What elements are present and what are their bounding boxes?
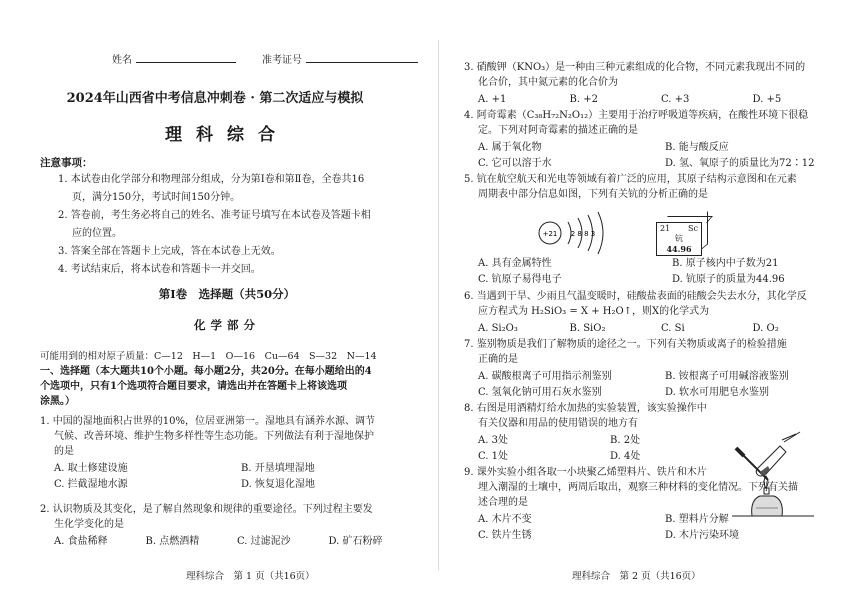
option-a: A. 属于氧化物: [478, 142, 542, 153]
element-symbol: Sc: [688, 224, 698, 233]
question-1: 1. 中国的湿地面积占世界的10%，位居亚洲第一。湿地具有涵养水源、调节 气候、改善环境、维护生物多样性等生态功能。下列做法有利于湿地保护 的是 A. 取土修建设施 B. 开垦填埋湿地 C. 拦截湿地水源 D. 恢复退化湿地: [40, 414, 420, 492]
option-b: B. 点燃酒精: [145, 536, 200, 547]
option-c: C. 过滤泥沙: [237, 536, 291, 547]
question-3: 3. 硝酸钾（KNO₃）是一种由三种元素组成的化合物，不同元素我现出不同的 化合价，其中氮元素的化合价为 A. +1 B. +2 C. +3 D. +5: [464, 60, 844, 108]
question-9: 9. 课外实验小组各取一小块聚乙烯塑料片、铁片和木片 埋入潮湿的土壤中，两周后取出，观察三种材料的变化情况。下列有关描 述合理的是 A. 木片不变 B. 塑料片分解 C. 铁片生锈 D. 木片污染环境: [464, 465, 844, 543]
option-c: C. 氢氧化钠可用石灰水鉴别: [478, 386, 602, 398]
question-6: 6. 当遇到干旱、少雨且气温变暖时，硅酸盐表面的硅酸会失去水分，其化学反 应方程式为 H₂SiO₃ = X + H₂O↑，则X的化学式为 A. Si₂O₃ B. SiO₂ C. Si D. O₂: [464, 289, 844, 337]
question-8: 8. 右图是用酒精灯给水加热的实验装置，该实验操作中 有关仪器和用品的使用错误的地方有 A. 3处 B. 2处 C. 1处 D. 4处: [464, 401, 734, 464]
option-c: C. +3: [661, 94, 690, 105]
question-2: 2. 认识物质及其变化，是了解自然现象和规律的重要途径。下列过程主要发 生化学变化的是 A. 食盐稀释 B. 点燃酒精 C. 过滤泥沙 D. 矿石粉碎: [40, 502, 420, 550]
option-d: D. 软水可用肥皂水鉴别: [665, 386, 770, 398]
option-b: B. 原子核内中子数为21: [672, 258, 779, 269]
option-a: A. +1: [478, 94, 507, 105]
name-label: 姓名: [112, 55, 132, 66]
question-4: 4. 阿奇霉素（C₃₈H₇₂N₂O₁₂）主要用于治疗呼吸道等疾病，在酸性环境下很稳 定。下列对阿奇霉素的描述正确的是 A. 属于氧化物 B. 能与酸反应 C. 它可以溶于水 D. 氢、氧原子的质量比为72∶12: [464, 108, 844, 171]
option-b: B. 铵根离子可用碱溶液鉴别: [665, 371, 789, 382]
option-b: B. 塑料片分解: [665, 514, 729, 525]
option-d: D. 矿石粉碎: [328, 536, 383, 547]
atomic-mass: 44.96: [666, 244, 692, 254]
option-d: D. O₂: [752, 323, 779, 334]
notes-heading: 注意事项：: [40, 157, 93, 169]
option-b: B. 开垦填埋湿地: [241, 463, 315, 474]
question-5: 5. 钪在航空航天和光电等领域有着广泛的应用，其原子结构示意图和在元素 周期表中部分信息如图，下列有关钪的分析正确的是: [464, 174, 797, 200]
note-line: 1. 本试卷由化学部分和物理部分组成，分为第Ⅰ卷和第Ⅱ卷，全卷共16: [58, 174, 365, 185]
option-a: A. 食盐稀释: [54, 536, 108, 547]
option-b: B. +2: [569, 94, 598, 105]
note-line: 页，满分150分，考试时间150分钟。: [72, 192, 241, 203]
atomic-masses: 可能用到的相对原子质量：C—12 H—1 O—16 Cu—64 S—32 N—14: [40, 351, 377, 362]
option-a: A. 碳酸根离子可用指示剂鉴别: [478, 371, 612, 382]
nucleus-charge: +21: [542, 230, 558, 238]
periodic-table-cell: [656, 216, 708, 254]
option-a: A. 取土修建设施: [54, 463, 128, 474]
section-instructions: 一、选择题（本大题共10个小题。每小题2分，共20分。在每小题给出的4 个选项中，只有1个选项符合题目要求，请选出并在答题卡上将该选项 涂黑。）: [40, 366, 372, 407]
option-d: D. 氢、氧原子的质量比为72∶12: [665, 157, 815, 169]
option-b: B. SiO₂: [569, 323, 606, 334]
element-name: 钪: [675, 234, 683, 243]
option-a: A. 3处: [478, 435, 508, 446]
notes-list: [58, 172, 412, 280]
part1-title: 第Ⅰ卷 选择题（共50分）: [158, 287, 296, 301]
note-line: 2. 答卷前，考生务必将自己的姓名、准考证号填写在本试卷及答题卡相: [58, 210, 371, 221]
option-a: A. 具有金属特性: [478, 258, 552, 269]
option-c: C. 它可以溶于水: [478, 157, 552, 169]
footer-left: 理科综合 第 1 页（共16页）: [186, 571, 315, 582]
option-d: D. 恢复退化湿地: [241, 478, 316, 490]
option-c: C. 1处: [478, 450, 509, 462]
option-b: B. 能与酸反应: [665, 142, 729, 153]
exam-id-label: 准考证号: [262, 55, 302, 66]
exam-id-blank: [306, 53, 418, 63]
atomic-number: 21: [660, 224, 671, 233]
option-d: D. +5: [752, 94, 782, 105]
option-b: B. 2处: [610, 435, 641, 446]
option-d: D. 4处: [610, 450, 641, 462]
scandium-atom-diagram: [530, 206, 650, 261]
option-c: C. Si: [661, 323, 685, 334]
note-line: 3. 答案全部在答题卡上完成，答在本试卷上无效。: [58, 246, 281, 257]
option-c: C. 拦截湿地水源: [54, 478, 128, 490]
footer-right: 理科综合 第 2 页（共16页）: [572, 571, 701, 582]
note-line: 应的位置。: [72, 228, 122, 239]
option-c: C. 铁片生锈: [478, 529, 532, 541]
name-blank: [136, 53, 236, 63]
option-a: A. 木片不变: [478, 514, 532, 525]
question-7: 7. 鉴别物质是我们了解物质的途径之一。下列有关物质或离子的检验措施 正确的是 A. 碳酸根离子可用指示剂鉴别 B. 铵根离子可用碱溶液鉴别 C. 氢氧化钠可用石灰水鉴别 D. 软水可用肥皂水鉴别: [464, 337, 844, 400]
exam-title: 2024年山西省中考信息冲刺卷 · 第二次适应与模拟: [66, 91, 364, 106]
subject-title: 理科综合: [165, 125, 289, 145]
chemistry-title: 化学部分: [194, 318, 260, 332]
option-d: D. 木片污染环境: [665, 529, 740, 541]
option-a: A. Si₂O₃: [478, 323, 518, 334]
note-line: 4. 考试结束后，将本试卷和答题卡一并交回。: [58, 264, 261, 275]
option-d: D. 钪原子的质量为44.96: [672, 273, 785, 285]
electron-shells: 2 8 8 3: [570, 230, 596, 238]
question-5-options: [478, 256, 858, 287]
candidate-info-line: [112, 51, 418, 66]
option-c: C. 钪原子易得电子: [478, 273, 562, 285]
